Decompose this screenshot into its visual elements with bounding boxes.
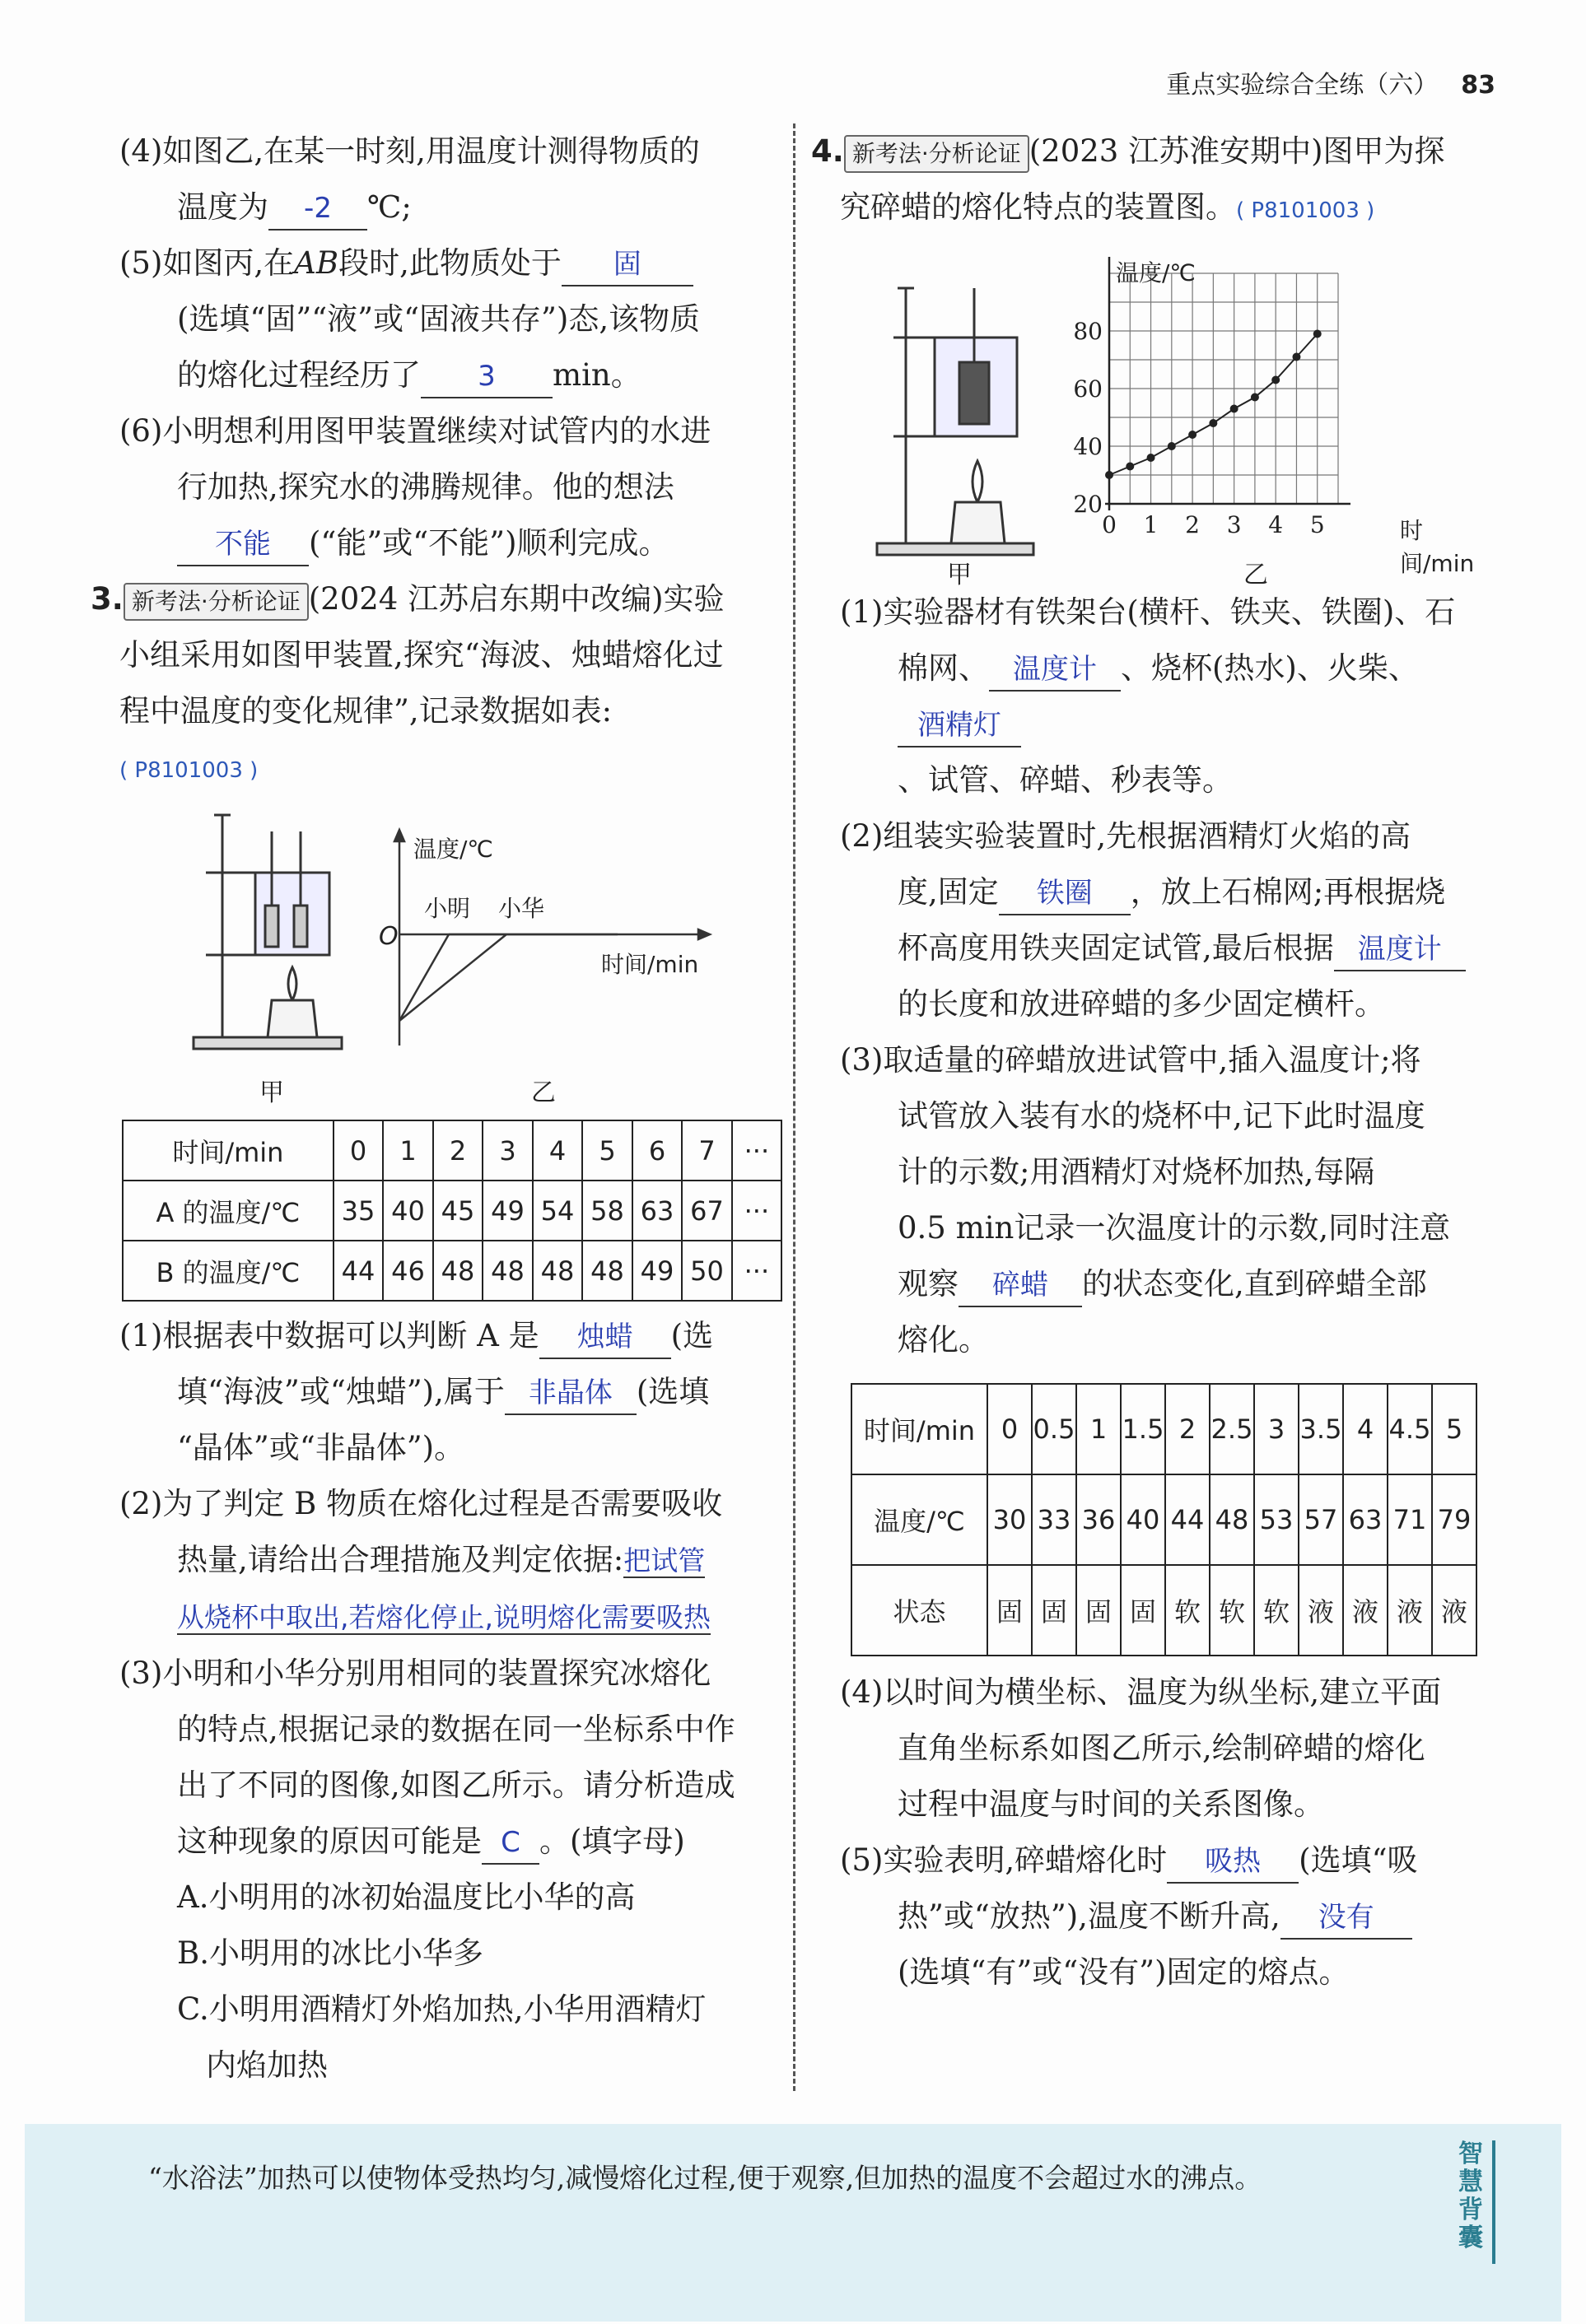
table-cell: 48 — [483, 1241, 533, 1301]
q3-number: 3. — [91, 581, 124, 617]
table-cell: 71 — [1388, 1474, 1432, 1565]
q3-data-table — [122, 1120, 782, 1302]
table-cell: 3 — [483, 1120, 533, 1181]
table-cell: 1 — [1076, 1384, 1121, 1474]
row-header-cell: 温度/℃ — [851, 1474, 987, 1565]
answer-blank[interactable]: 碎蜡 — [959, 1264, 1082, 1307]
table-cell: 44 — [1165, 1474, 1210, 1565]
table-cell: 4 — [1343, 1384, 1388, 1474]
table-cell: 33 — [1032, 1474, 1076, 1565]
answer-blank[interactable]: 温度计 — [989, 649, 1121, 692]
table-cell: 3.5 — [1299, 1384, 1343, 1474]
data-point — [1251, 394, 1259, 402]
table-cell: 5 — [582, 1120, 632, 1181]
table-cell: 7 — [682, 1120, 732, 1181]
q4-3-text-g: 熔化。 — [898, 1322, 989, 1358]
table-cell: 0 — [334, 1120, 384, 1181]
answer-blank[interactable]: 吸热 — [1167, 1841, 1299, 1884]
q3-1-text-c: 填“海波”或“烛蜡”),属于 — [177, 1374, 505, 1409]
q2-5-text-c: (选填“固”“液”或“固液共存”)态,该物质 — [177, 301, 701, 337]
column-divider — [793, 123, 795, 2091]
row-header-cell: 状态 — [851, 1565, 987, 1656]
data-point — [1126, 463, 1134, 471]
q4-4-text: (4)以时间为横坐标、温度为纵坐标,建立平面 — [840, 1674, 1442, 1710]
table-cell: 软 — [1254, 1565, 1299, 1656]
table-cell: 1 — [383, 1120, 433, 1181]
q3-source: (2024 江苏启东期中改编)实验 — [308, 581, 725, 617]
q4-text-b: 究碎蜡的熔化特点的装置图。 — [840, 189, 1236, 225]
table-cell: 固 — [987, 1565, 1032, 1656]
q2-6-text-b: 行加热,探究水的沸腾规律。他的想法 — [177, 469, 674, 505]
footer-bar — [1492, 2140, 1495, 2264]
table-cell: ··· — [732, 1241, 781, 1301]
q4-3-text-c: 计的示数;用酒精灯对烧杯加热,每隔 — [898, 1154, 1375, 1190]
table-row — [123, 1181, 781, 1241]
data-point — [1188, 431, 1196, 439]
answer-blank[interactable]: 酒精灯 — [898, 705, 1021, 747]
q3-2-text: (2)为了判定 B 物质在熔化过程是否需要吸收 — [119, 1486, 723, 1521]
y-tick-label: 80 — [1073, 318, 1103, 345]
table-cell: 软 — [1165, 1565, 1210, 1656]
row-header-cell: 时间/min — [851, 1384, 987, 1474]
answer-blank[interactable]: C — [482, 1822, 539, 1865]
q4-tag: 新考法·分析论证 — [844, 135, 1029, 173]
table-cell: 1.5 — [1121, 1384, 1165, 1474]
q4-3-text-b: 试管放入装有水的烧杯中,记下此时温度 — [898, 1098, 1425, 1134]
table-cell: 63 — [1343, 1474, 1388, 1565]
q3-sub3 — [91, 1646, 782, 2093]
answer-blank[interactable]: 烛蜡 — [539, 1316, 671, 1359]
header-title: 重点实验综合全练（六） — [1166, 71, 1439, 100]
table-cell: 79 — [1432, 1474, 1476, 1565]
table-cell: 49 — [483, 1181, 533, 1241]
row-header-cell: 时间/min — [123, 1120, 334, 1181]
q4-figure-svg — [811, 239, 1495, 584]
table-cell: 40 — [383, 1181, 433, 1241]
q3-figures — [91, 799, 782, 1111]
q4-graph-grid — [1105, 257, 1350, 510]
q3-graph-xlabel: 时间/min — [601, 951, 699, 978]
q3-3-option-c: C.小明用酒精灯外焰加热,小华用酒精灯 — [177, 1991, 707, 2027]
q3-sub2 — [91, 1476, 782, 1646]
q4-2-text: (2)组装实验装置时,先根据酒精灯火焰的高 — [840, 818, 1411, 854]
table-cell: 液 — [1388, 1565, 1432, 1656]
table-cell: 4.5 — [1388, 1384, 1432, 1474]
table-row — [123, 1120, 781, 1181]
table-cell: 固 — [1121, 1565, 1165, 1656]
q4-2-text-e: 的长度和放进碎蜡的多少固定横杆。 — [898, 986, 1385, 1022]
footer-tip: “水浴法”加热可以使物体受热均匀,减慢熔化过程,便于观察,但加热的温度不会超过水的沸点。 — [148, 2162, 1262, 2194]
data-point — [1271, 376, 1280, 384]
q4-4-text-b: 直角坐标系如图乙所示,绘制碎蜡的熔化 — [898, 1730, 1425, 1766]
q3-text-b: 小组采用如图甲装置,探究“海波、烛蜡熔化过 — [119, 637, 724, 673]
table-cell: 固 — [1076, 1565, 1121, 1656]
data-point — [1105, 471, 1113, 479]
q4-2-text-b: 度,固定 — [898, 874, 999, 910]
answer-blank[interactable]: 温度计 — [1334, 929, 1466, 971]
q4-3-text-e: 观察 — [898, 1266, 959, 1302]
q4-1-text-b: 棉网、 — [898, 650, 989, 686]
table-cell: ··· — [732, 1181, 781, 1241]
answer-blank[interactable]: 固 — [562, 244, 693, 286]
q3-1-text-d: (选填 — [636, 1374, 710, 1409]
q4-5-text-c: 热”或“放热”),温度不断升高, — [898, 1898, 1280, 1934]
q4-2-text-d: 杯高度用铁夹固定试管,最后根据 — [898, 930, 1334, 966]
table-cell: 46 — [383, 1241, 433, 1301]
q2-part4 — [91, 123, 782, 235]
table-cell: ··· — [732, 1120, 781, 1181]
data-point — [1230, 405, 1238, 413]
table-cell: 50 — [682, 1241, 732, 1301]
q3-1-text-e: “晶体”或“非晶体”)。 — [177, 1430, 465, 1465]
q4-graph-marks — [1073, 318, 1324, 538]
q4-number: 4. — [811, 133, 844, 169]
data-point — [1313, 330, 1322, 338]
q4-1-text-d: 、试管、碎蜡、秒表等。 — [898, 762, 1233, 798]
table-cell: 5 — [1432, 1384, 1476, 1474]
q3-fig-label-yi: 乙 — [531, 1078, 556, 1107]
q3-1-text: (1)根据表中数据可以判断 A 是 — [119, 1318, 539, 1353]
table-cell: 40 — [1121, 1474, 1165, 1565]
table-cell: 58 — [582, 1181, 632, 1241]
y-tick-label: 60 — [1073, 375, 1103, 403]
x-tick-label: 5 — [1309, 511, 1325, 538]
q2-5-text-e: min。 — [553, 357, 641, 393]
q3-3-text-c: 出了不同的图像,如图乙所示。请分析造成 — [177, 1767, 735, 1803]
table-cell: 液 — [1299, 1565, 1343, 1656]
answer-blank[interactable]: 没有 — [1280, 1897, 1412, 1940]
q3-code: ( P8101003 ) — [119, 758, 259, 783]
q4-fig-label-yi: 乙 — [1243, 561, 1268, 589]
data-point — [1168, 442, 1176, 450]
q4-sub5 — [811, 1833, 1495, 2000]
table-cell: 液 — [1343, 1565, 1388, 1656]
q4-3-text-f: 的状态变化,直到碎蜡全部 — [1082, 1266, 1427, 1302]
answer-blank[interactable]: 铁圈 — [999, 873, 1131, 915]
q4-1-text: (1)实验器材有铁架台(横杆、铁夹、铁圈)、石 — [840, 594, 1456, 630]
q2-6-text-c: (“能”或“不能”)顺利完成。 — [309, 525, 669, 561]
q2-5-text-b: 段时,此物质处于 — [338, 245, 562, 281]
q3-3-option-a: A.小明用的冰初始温度比小华的高 — [177, 1879, 636, 1915]
table-cell: 35 — [334, 1181, 384, 1241]
answer-line[interactable]: 把试管 — [623, 1544, 706, 1577]
answer-blank[interactable]: 不能 — [177, 524, 309, 566]
table-cell: 2 — [433, 1120, 483, 1181]
q2-6-text: (6)小明想利用图甲装置继续对试管内的水进 — [119, 413, 711, 449]
q3-3-option-b: B.小明用的冰比小华多 — [177, 1935, 483, 1971]
q3-apparatus — [194, 815, 342, 1049]
table-row — [851, 1384, 1476, 1474]
table-cell: 0 — [987, 1384, 1032, 1474]
table-cell: 57 — [1299, 1474, 1343, 1565]
q4-sub3 — [811, 1032, 1495, 1368]
table-cell: 6 — [632, 1120, 683, 1181]
q2-part5 — [91, 235, 782, 403]
table-cell: 54 — [533, 1181, 583, 1241]
table-cell: 软 — [1210, 1565, 1254, 1656]
q4-fig-label-jia: 甲 — [947, 561, 972, 589]
table-cell: 53 — [1254, 1474, 1299, 1565]
table-cell: 2 — [1165, 1384, 1210, 1474]
q4-stem — [811, 123, 1495, 239]
y-tick-label: 40 — [1073, 433, 1103, 460]
right-column — [811, 123, 1495, 2000]
x-tick-label: 4 — [1268, 511, 1284, 538]
answer-line[interactable]: 从烧杯中取出,若熔化停止,说明熔化需要吸热 — [177, 1601, 711, 1633]
q2-5-text: (5)如图丙,在 — [119, 245, 295, 281]
table-row — [851, 1474, 1476, 1565]
table-cell: 63 — [632, 1181, 683, 1241]
q3-1-text-b: (选 — [670, 1318, 714, 1353]
q3-3-option-c-cont: 内焰加热 — [206, 2047, 328, 2083]
q4-5-text-d: (选填“有”或“没有”)固定的熔点。 — [898, 1954, 1350, 1990]
table-cell: 0.5 — [1032, 1384, 1076, 1474]
table-row — [851, 1565, 1476, 1656]
table-cell: 36 — [1076, 1474, 1121, 1565]
q4-3-text-d: 0.5 min记录一次温度计的示数,同时注意 — [898, 1210, 1451, 1246]
q4-4-text-c: 过程中温度与时间的关系图像。 — [898, 1786, 1324, 1822]
table-cell: 44 — [334, 1241, 384, 1301]
q3-graph-label-xiaoming: 小明 — [424, 895, 471, 922]
data-point — [1209, 419, 1217, 427]
table-cell: 48 — [533, 1241, 583, 1301]
page-header — [1166, 64, 1495, 100]
x-tick-label: 1 — [1143, 511, 1159, 538]
q4-source: (2023 江苏淮安期中)图甲为探 — [1029, 133, 1445, 169]
q4-sub2 — [811, 808, 1495, 1032]
table-cell: 固 — [1032, 1565, 1076, 1656]
q4-code: ( P8101003 ) — [1236, 198, 1375, 223]
q3-graph-label-xiaohua: 小华 — [498, 895, 545, 922]
row-header-cell: B 的温度/℃ — [123, 1241, 334, 1301]
q2-4-text-b: 温度为 — [177, 189, 268, 225]
q2-4-text: (4)如图乙,在某一时刻,用温度计测得物质的 — [119, 133, 700, 169]
q4-graph-xlabel: 时间/min — [1400, 517, 1475, 577]
table-cell: 48 — [1210, 1474, 1254, 1565]
row-header-cell: A 的温度/℃ — [123, 1181, 334, 1241]
footer-side-label: 智慧背囊 — [1458, 2140, 1483, 2252]
table-row — [123, 1241, 781, 1301]
q4-5-text-b: (选填“吸 — [1299, 1842, 1418, 1878]
table-cell: 48 — [582, 1241, 632, 1301]
q3-graph-origin: O — [379, 922, 399, 951]
q4-apparatus — [877, 288, 1033, 555]
q4-figures — [811, 239, 1495, 589]
x-tick-label: 0 — [1102, 511, 1117, 538]
q2-5-text-d: 的熔化过程经历了 — [177, 357, 421, 393]
q2-4-text-c: ℃; — [367, 189, 412, 225]
q3-fig-label-jia: 甲 — [259, 1078, 284, 1107]
table-cell: 48 — [433, 1241, 483, 1301]
q3-sub1 — [91, 1308, 782, 1476]
q4-sub1 — [811, 584, 1495, 808]
q3-3-text: (3)小明和小华分别用相同的装置探究冰熔化 — [119, 1656, 711, 1691]
q4-graph-ylabel: 温度/℃ — [1116, 259, 1196, 286]
q2-5-ab: AB — [294, 245, 339, 281]
q4-sub4 — [811, 1665, 1495, 1833]
footer-tip-box — [25, 2124, 1561, 2322]
q4-5-text: (5)实验表明,碎蜡熔化时 — [840, 1842, 1168, 1878]
q3-3-text-d: 这种现象的原因可能是 — [177, 1823, 482, 1859]
x-tick-label: 2 — [1185, 511, 1201, 538]
table-cell: 49 — [632, 1241, 683, 1301]
left-column — [91, 123, 782, 2093]
q4-data-table — [851, 1383, 1477, 1656]
table-cell: 液 — [1432, 1565, 1476, 1656]
q3-tag: 新考法·分析论证 — [124, 583, 309, 621]
table-cell: 30 — [987, 1474, 1032, 1565]
q4-2-text-c: ，放上石棉网;再根据烧 — [1130, 874, 1446, 910]
answer-blank[interactable]: 3 — [421, 356, 553, 398]
table-cell: 4 — [533, 1120, 583, 1181]
q3-3-text-e: 。(填字母) — [539, 1823, 685, 1859]
page-number: 83 — [1461, 71, 1495, 100]
y-tick-label: 20 — [1073, 491, 1103, 518]
answer-blank[interactable]: 非晶体 — [505, 1372, 637, 1415]
q3-2-text-b: 热量,请给出合理措施及判定依据: — [177, 1542, 624, 1577]
data-point — [1292, 353, 1300, 361]
q3-stem — [91, 571, 782, 799]
answer-blank[interactable]: -2 — [268, 188, 367, 231]
table-cell: 2.5 — [1210, 1384, 1254, 1474]
q3-graph-ylabel: 温度/℃ — [413, 836, 493, 863]
data-point — [1147, 454, 1155, 462]
table-cell: 67 — [682, 1181, 732, 1241]
x-tick-label: 3 — [1226, 511, 1242, 538]
table-cell: 45 — [433, 1181, 483, 1241]
q3-3-text-b: 的特点,根据记录的数据在同一坐标系中作 — [177, 1712, 735, 1747]
q4-1-text-c: 、烧杯(热水)、火柴、 — [1121, 650, 1419, 686]
q4-3-text: (3)取适量的碎蜡放进试管中,插入温度计;将 — [840, 1042, 1421, 1078]
q3-text-c: 程中温度的变化规律”,记录数据如表: — [119, 693, 613, 729]
q2-part6 — [91, 403, 782, 571]
table-cell: 3 — [1254, 1384, 1299, 1474]
